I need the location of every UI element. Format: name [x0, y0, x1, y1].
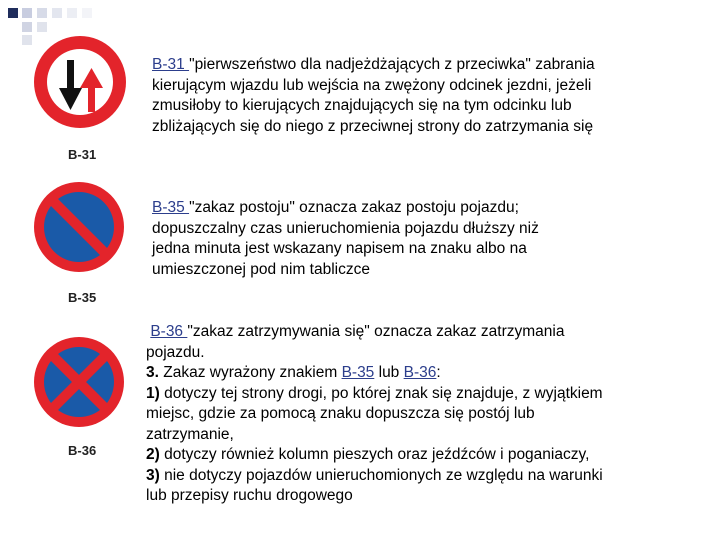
item-3: 3) nie dotyczy pojazdów unieruchomionych ze względu na warunki — [146, 466, 603, 484]
b31-description: B-31 "pierwszeństwo dla nadjeżdżających z przeciwka" zabrania kierującym wjazdu lub wejścia na zwężony odcinek jezdni, jeżeli zmusiłoby to kierujących znajdujących się na tym odcinku lub zbliżających się do niego z przeciwnej strony do zatrzymania się — [152, 56, 595, 135]
sign-b31-label: B-31 — [68, 147, 97, 162]
sign-b36-icon — [32, 335, 126, 429]
item-2: 2) dotyczy również kolumn pieszych oraz jeźdźców i poganiaczy, — [146, 446, 590, 463]
item-1: 1) dotyczy tej strony drogi, po której znak się znajduje, z wyjątkiem — [146, 384, 603, 402]
b36-link[interactable]: B-36 — [150, 323, 188, 340]
paragraph-3: 3. Zakaz wyrażony znakiem B-35 lub B-36: — [146, 364, 441, 381]
b35-description: B-35 "zakaz postoju" oznacza zakaz postoju pojazdu; dopuszczalny czas unieruchomienia pojazdu dłuższy niż jedna minuta jest wskazany napisem na znaku albo na umieszczonej pod nim tabliczce — [152, 199, 539, 278]
sign-b35-label: B-35 — [68, 290, 97, 305]
sign-b36-label: B-36 — [68, 443, 97, 458]
ref-b35-link[interactable]: B-35 — [341, 364, 375, 381]
b36-description: B-36 "zakaz zatrzymywania się" oznacza zakaz zatrzymania pojazdu. 3. Zakaz wyrażony znakiem B-35 lub B-36: 1) dotyczy tej strony drogi, po której znak się znajduje, z wyjątkiem miejsc, gdzie za pomocą znaku dopuszcza się postój lub zatrzymanie, 2) dotyczy również kolumn pieszych oraz jeźdźców i poganiaczy, 3) nie dotyczy pojazdów unieruchomionych ze względu na warunki lub przepisy ruchu drogowego — [146, 323, 603, 504]
ref-b36-link[interactable]: B-36 — [403, 364, 437, 381]
b35-link[interactable]: B-35 — [152, 199, 190, 216]
b31-link[interactable]: B-31 — [152, 56, 190, 73]
sign-b31-icon — [32, 34, 128, 130]
sign-b35-icon — [32, 180, 126, 274]
